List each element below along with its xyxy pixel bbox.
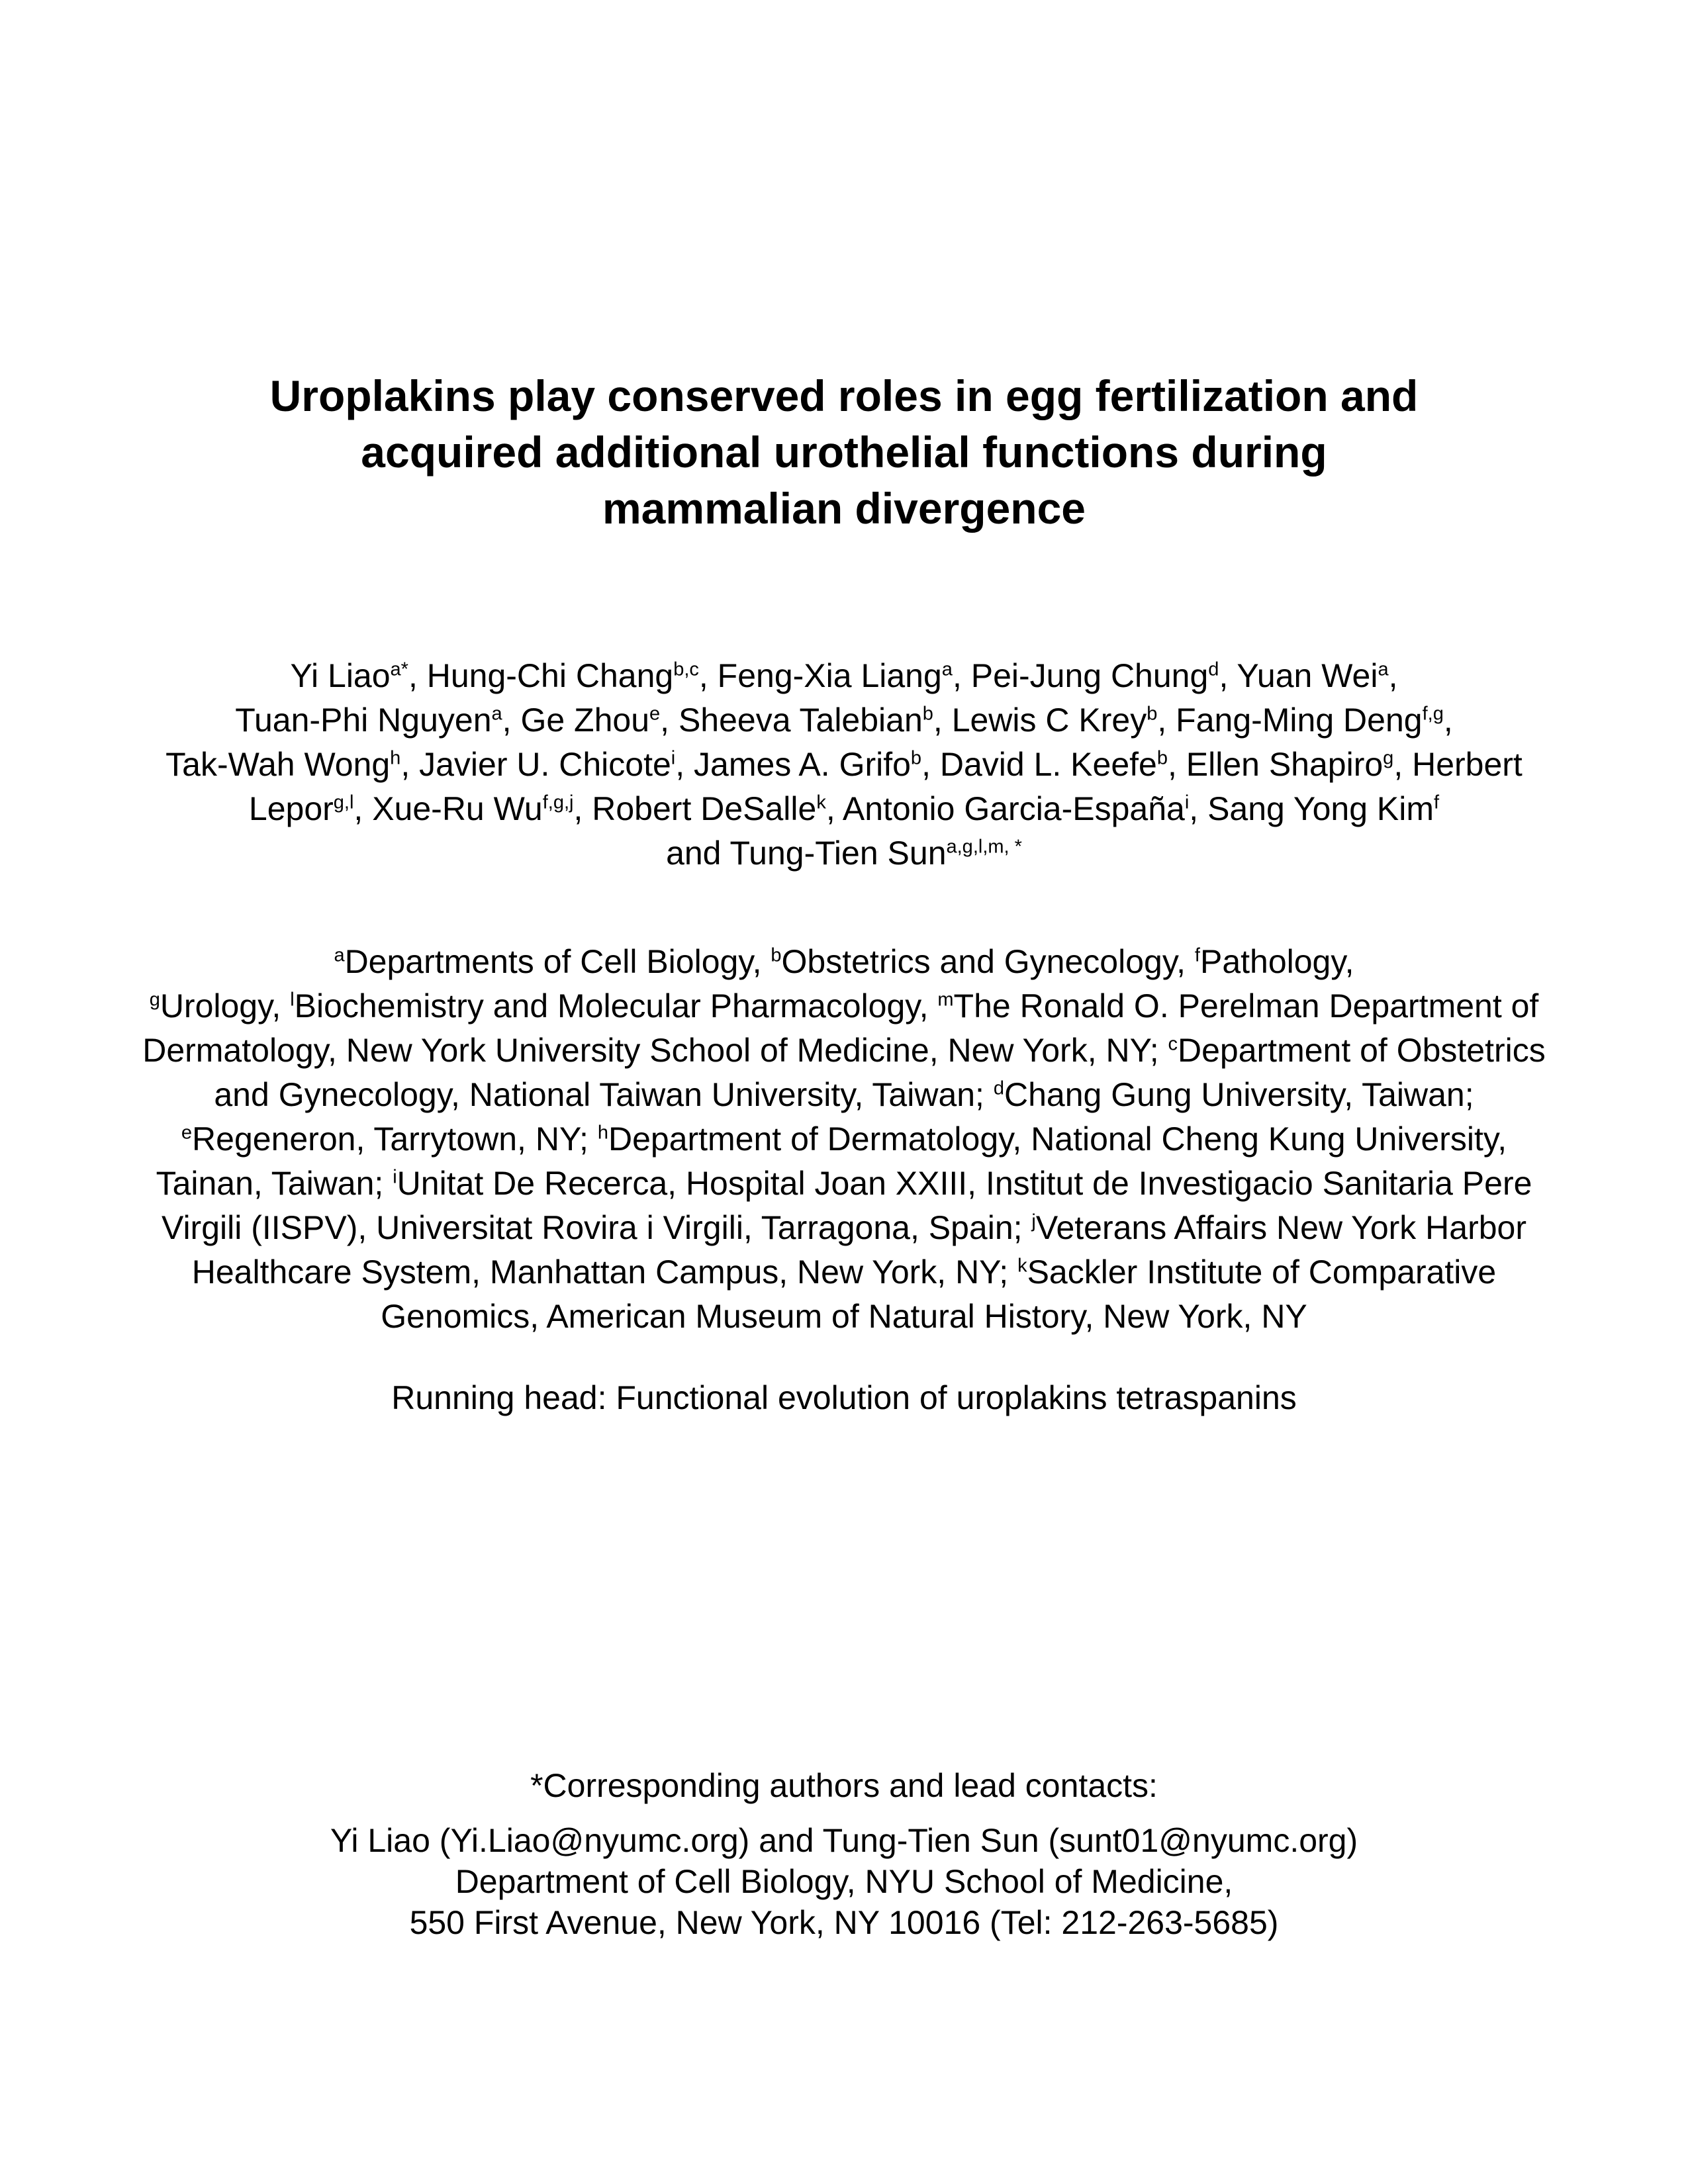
contact-line: Department of Cell Biology, NYU School of Medicine,: [455, 1863, 1233, 1900]
corresponding-authors-heading: [73, 1766, 1615, 1805]
affiliation-line: Genomics, American Museum of Natural History, New York, NY: [381, 1298, 1307, 1335]
corresponding-authors-heading-text: *Corresponding authors and lead contacts:: [530, 1767, 1158, 1804]
author-line: and Tung-Tien Sun$^{a,g,l,m, *}$: [666, 835, 1022, 872]
author-line: Yi Liao$^{a*}$, Hung-Chi Chang$^{b,c}$, Feng-Xia Liang$^a$, Pei-Jung Chung$^d$, Yuan Wei$^a$,: [290, 657, 1398, 694]
paper-title: [73, 368, 1615, 537]
author-line: Lepor$^{g,l}$, Xue-Ru Wu$^{f,g,j}$, Robert DeSalle$^k$, Antonio Garcia-España$^i$, Sang Yong Kim$^f$: [248, 790, 1440, 827]
running-head: [73, 1378, 1615, 1418]
affiliation-line: Healthcare System, Manhattan Campus, New York, NY; $^k$Sackler Institute of Comparative: [191, 1253, 1497, 1291]
contact-line: 550 First Avenue, New York, NY 10016 (Tel: 212-263-5685): [409, 1904, 1279, 1941]
affiliation-line: $^e$Regeneron, Tarrytown, NY; $^h$Department of Dermatology, National Cheng Kung University,: [181, 1120, 1507, 1158]
affiliation-line: Tainan, Taiwan; $^i$Unitat De Recerca, Hospital Joan XXIII, Institut de Investigacio Sanitaria Pere: [156, 1165, 1532, 1202]
affiliation-line: $^a$Departments of Cell Biology, $^b$Obstetrics and Gynecology, $^f$Pathology,: [334, 943, 1354, 980]
corresponding-authors-details: [73, 1820, 1615, 1943]
author-line: Tuan-Phi Nguyen$^a$, Ge Zhou$^e$, Sheeva Talebian$^b$, Lewis C Krey$^b$, Fang-Ming Deng$^{f,g}$,: [235, 702, 1453, 739]
paper-title-line: Uroplakins play conserved roles in egg fertilization and: [269, 371, 1419, 420]
affiliation-line: and Gynecology, National Taiwan University, Taiwan; $^d$Chang Gung University, Taiwan;: [214, 1076, 1474, 1113]
paper-title-line: acquired additional urothelial functions during: [361, 428, 1327, 477]
running-head-text: Running head: Functional evolution of uroplakins tetraspanins: [391, 1379, 1297, 1416]
affiliation-line: $^g$Urology, $^l$Biochemistry and Molecular Pharmacology, $^m$The Ronald O. Perelman Department of: [149, 987, 1539, 1024]
affiliation-line: Virgili (IISPV), Universitat Rovira i Virgili, Tarragona, Spain; $^j$Veterans Affairs New York Harbor: [162, 1209, 1526, 1246]
affiliation-line: Dermatology, New York University School of Medicine, New York, NY; $^c$Department of Obstetrics: [142, 1032, 1546, 1069]
contact-line: Yi Liao (Yi.Liao@nyumc.org) and Tung-Tien Sun (sunt01@nyumc.org): [330, 1822, 1358, 1859]
author-line: Tak-Wah Wong$^h$, Javier U. Chicote$^i$, James A. Grifo$^b$, David L. Keefe$^b$, Ellen Shapiro$^g$, Herbert: [165, 746, 1523, 783]
author-list: [73, 654, 1615, 876]
affiliation-list: [73, 940, 1615, 1339]
paper-title-line: mammalian divergence: [602, 484, 1086, 533]
